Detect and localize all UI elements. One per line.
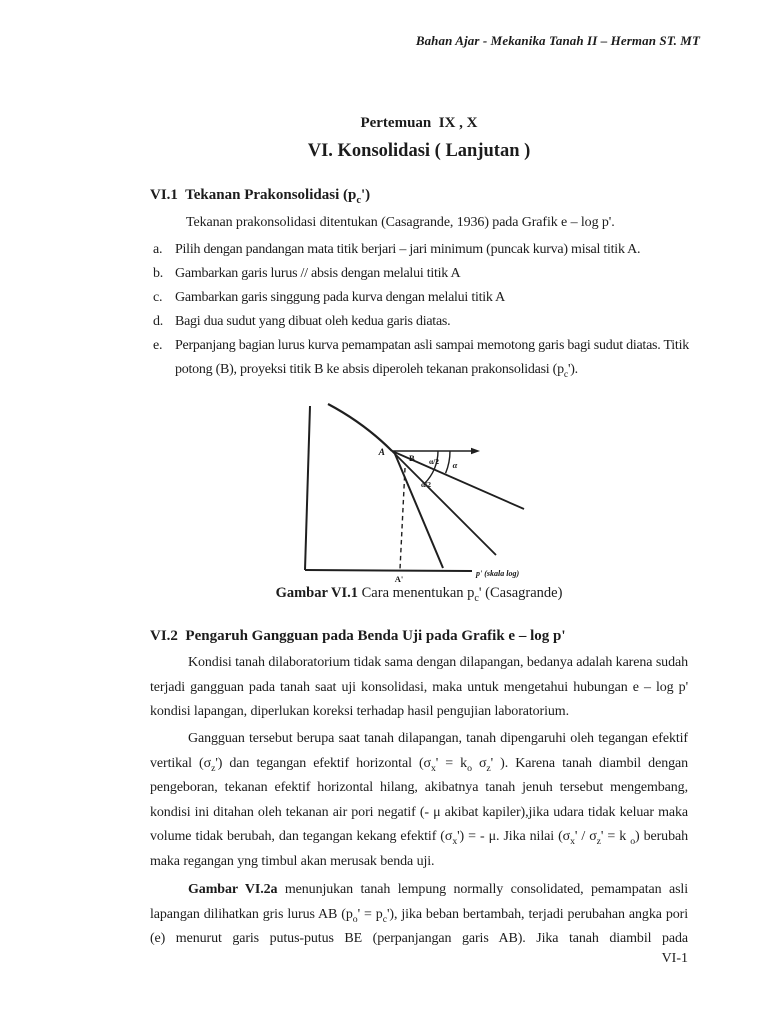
- paragraph-lab-vs-field: Kondisi tanah dilaboratorium tidak sama dengan dilapangan, bedanya adalah karena sudah terjadi gangguan pada tanah saat uji konsolidasi, maka untuk mengetahui hubungan e – log p' kondisi lapangan, diperlukan koreksi terhadap hasil pengujian laboratorium.: [150, 655, 688, 719]
- point-b-label: B: [409, 453, 415, 463]
- projection-foot-label: A': [394, 574, 404, 584]
- casagrande-construction-figure: [295, 398, 580, 593]
- section-vi1-heading: VI.1 Tekanan Prakonsolidasi $(p_c')$: [150, 187, 371, 206]
- projection-dashed-line: [400, 468, 405, 569]
- section-vi1-intro: Tekanan prakonsolidasi ditentukan (Casagrande, 1936) pada Grafik e – log p'.: [186, 215, 615, 230]
- angle-half-upper-label: α/2: [428, 457, 440, 466]
- list-marker: e.: [153, 338, 163, 353]
- list-marker: a.: [153, 242, 163, 257]
- compression-curve: [328, 404, 392, 451]
- list-item-b: [151, 262, 695, 286]
- paragraph-disturbance: Gangguan tersebut berupa saat tanah dilapangan, tanah dipengaruhi oleh tegangan efektif vertikal $(\sigma_z')$ dan tegangan efektif horizontal ($\sigma_x' = k_o$ $\sigma_z'$ ). Karena tanah diambil dengan pengeboran, tekanan efektif horizontal hilang, akibatnya tanah jenuh tersebut mengembang, kondisi ini ditahan oleh tekanan air pori negatif (- μ akibat kapiler),jika udara tidak keluar maka volume tidak berubah, dan tegangan kekang efektif $(\sigma_x')$ = - μ. Jika nilai ($\sigma_x' / \sigma_z' = k$ $_o$) berubah maka regangan yng timbul akan merusak benda uji.: [150, 731, 689, 869]
- paragraph-gambar-vi2a: [150, 878, 688, 952]
- x-axis-label: p' (skala log): [476, 569, 520, 578]
- angle-arc-outer: [446, 451, 450, 473]
- angle-arc-inner: [425, 451, 439, 484]
- paragraph-lead-text: menunjukan tanah lempung normally consolidated, pemampatan asli lapangan dilihatkan gris lurus AB $(p_o' = p_c')$, jika beban bertambah, terjadi perubahan angka pori (e) menurut garis putus-putus BE (perpanjangan garis AB). Jika tanah diambil pada: [150, 882, 689, 946]
- figure-caption-text: Cara menentukan $p_c'$ (Casagrande): [358, 585, 563, 604]
- list-marker: d.: [153, 314, 163, 329]
- list-item-a: [151, 238, 695, 262]
- tangent-line: [392, 451, 496, 555]
- casagrande-step-list: [151, 238, 695, 382]
- list-marker: c.: [153, 290, 163, 305]
- angle-half-lower-label: α/2: [420, 480, 432, 489]
- point-a-label: A: [378, 448, 385, 458]
- chapter-title: VI. Konsolidasi ( Lanjutan ): [307, 141, 531, 161]
- list-item-c: [151, 286, 695, 310]
- list-item-text: Perpanjang bagian lurus kurva pemampatan asli sampai memotong garis bagi sudut diatas. Titik potong (B), proyeksi titik B ke absis diperoleh tekanan prakonsolidasi $(p_c')$.: [175, 338, 689, 380]
- meeting-title: Pertemuan IX , X: [360, 115, 478, 131]
- figure-caption-number: Gambar VI.1: [275, 585, 359, 601]
- list-marker: b.: [153, 266, 163, 281]
- page-number: VI-1: [661, 951, 688, 966]
- y-axis-line: [305, 406, 310, 570]
- list-item-text: Gambarkan garis singgung pada kurva dengan melalui titik A: [175, 290, 505, 305]
- page-header: Bahan Ajar - Mekanika Tanah II – Herman ST. MT: [415, 33, 700, 48]
- section-vi2-heading: VI.2 Pengaruh Gangguan pada Benda Uji pada Grafik e – log p': [150, 628, 566, 644]
- angle-full-label: α: [452, 460, 458, 470]
- list-item-text: Pilih dengan pandangan mata titik berjari – jari minimum (puncak kurva) misal titik A.: [175, 242, 641, 257]
- list-item-text: Bagi dua sudut yang dibuat oleh kedua garis diatas.: [175, 314, 451, 329]
- list-item-text: Gambarkan garis lurus // absis dengan melalui titik A: [175, 266, 461, 281]
- figure-caption: [150, 585, 688, 602]
- paragraph-lead-bold: Gambar VI.2a: [188, 882, 278, 897]
- list-item-d: [151, 310, 695, 334]
- horizontal-arrowhead: [471, 448, 480, 454]
- list-item-e: [151, 334, 695, 382]
- x-axis-line: [305, 570, 472, 571]
